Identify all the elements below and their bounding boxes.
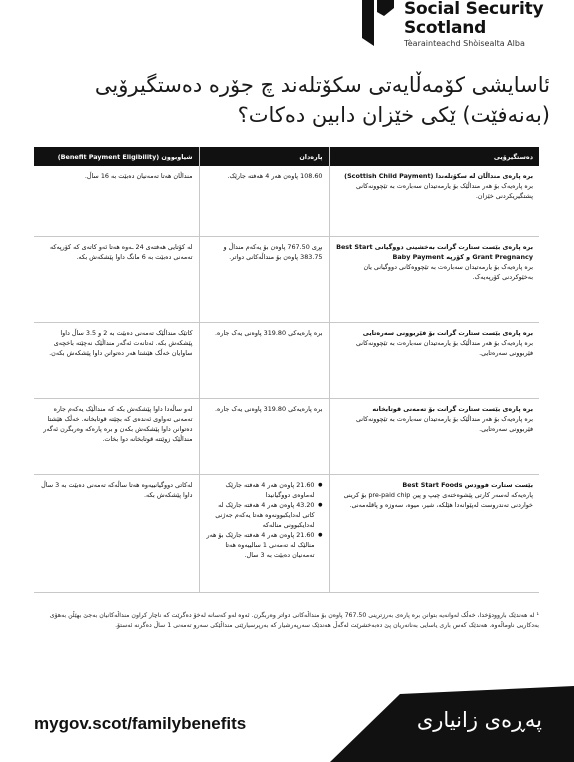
amount-cell: برە پارەیەکی 319.80 پاوەنی یەک جارە. [199,322,329,398]
table-row [34,166,539,236]
eligibility-cell: لەکاتی دووگیانییەوە هەتا ساڵەکە تەمەنی دەبێت بە 3 ساڵ داوا پێشکەش بکە. [34,474,199,592]
logo-line-2: Scotland [404,18,487,38]
table-row [34,398,539,474]
benefit-cell [329,166,539,236]
eligibility-cell: لە کۆتایی هەفتەی 24 ـەوە هەتا ئەو کاتەی کە کۆرپەکە تەمەنی دەبێت بە 6 مانگ داوا پێشکەش بکە. [34,236,199,322]
benefit-title: برە پارەی بێست ستارت گرانت بەخشینی دووگیانی Best Start Grant Pregnancy و کۆرپە Baby Payment [336,242,533,261]
table-row [34,236,539,322]
benefit-cell [329,398,539,474]
table-row [34,322,539,398]
social-security-scotland-logo-icon [360,0,396,46]
footer-url-link[interactable]: mygov.scot/familybenefits [34,714,247,733]
benefit-cell [329,236,539,322]
eligibility-cell: منداڵان هەتا تەمەنیان دەبێت بە 16 ساڵ. [34,166,199,236]
amount-item: ● 43.20 پاوەن هەر 4 هەفتە جارێک لە کاتی لەدایکبوونەوە هەتا یەکەم جەژنی لەدایکبوونی منالەکە [206,500,323,530]
benefit-cell [329,322,539,398]
benefit-description: برە پارەیەک بۆ یارمەتیدان سەبارەت بە تێچووەکانی دووگیانی یان بەخێوکردنی کۆرپەیەک. [363,262,533,281]
header-benefit: دەستگیرۆیی [329,147,539,166]
amount-item: ● 21.60 پاوەن هەر 4 هەفتە جارێک لەماوەی دووگیانیدا [206,480,323,500]
amount-item: ● 21.60 پاوەن هەر 4 هەفتە جارێک بۆ هەر منالێک لە تەمەنی 1 سالییەوە هەتا تەمەنیان دەبێت بە 3 سال. [206,530,323,560]
benefit-title: بێست ستارت فوودس Best Start Foods [402,480,533,489]
benefit-description: پارەیەکە لەسەر کارتی پێشوەختەی چیپ و پین pre-paid chip بۆ کرینی خواردنی تەندروست لەپێوانەدا هێلکە، شیر، میوە، سەوزە و پاقلەمەنی. [343,490,533,509]
logo-wordmark [404,0,543,49]
benefit-title: برە پارەی بێست ستارت گرانت بۆ فێربوونی سەرەتایی [362,328,533,337]
eligibility-cell: کاتێک منداڵێک تەمەنی دەبێت بە 2 و 3.5 ساڵ داوا پێشکەش بکە. ئەتانەت ئەگەر منداڵێک نەچێتە باخچەی ساوایان خەڵک هێشتا هەر دەتوانن داوا پێشکەش بکەن. [34,322,199,398]
header-eligibility: شیاوبوون (Benefit Payment Eligibility) [34,147,199,166]
header-amount: پارەدان [199,147,329,166]
amount-cell: 108.60 پاوەن هەر 4 هەفتە جارێک. [199,166,329,236]
logo-line-1: Social Security [404,0,544,19]
amount-cell: بڕی 767.50 پاوەن بۆ یەکەم منداڵ و 383.75 پاوەن بۆ منداڵەکانی دواتر. [199,236,329,322]
more-info-heading: پەڕەی زانیاری [416,708,542,732]
logo-line-3: Tèarainteachd Shòisealta Alba [404,39,525,48]
table-row [34,474,539,592]
benefit-description: برە پارەیەک بۆ هەر منداڵێک بۆ یارمەتیدان سەبارەت بە تێچوونەکانی پشتگیریکردنی خێزان. [355,182,533,200]
benefit-description: برە پارەیەک بۆ هەر منداڵێک بۆ یارمەتیدان سەبارەت بە تێچوونەکانی فێربوونی سەرەتایی. [355,414,533,433]
benefit-title: برە پارەی منداڵان لە سکۆتلەندا (Scottish Child Payment) [344,172,533,180]
benefit-description: برە پارەیەک بۆ هەر منداڵێک بۆ یارمەتیدان سەبارەت بە تێچوونەکانی فێربوونی سەرەتایی. [355,338,533,357]
amount-cell [199,474,329,592]
amount-cell: برە پارەیەکی 319.80 پاوەنی یەک جارە. [199,398,329,474]
benefit-title: برە پارەی بێست ستارت گرانت بۆ تەمەنی قوتابخانە [372,404,533,413]
table-header-row [34,147,539,166]
eligibility-cell: لەو ساڵەدا داوا پێشکەش بکە کە منداڵێک یەکەم جارە تەمەنی تەواوی ئەندەی کە بچێتە قوتابخانە. خەڵک هێشتا دەتوانن داوا پێشکەش بکەن و برە پارەکە وەربگرن ئەگەر منداڵێک زوێتتە قوتابخانە دوا بخات. [34,398,199,474]
footnote: ¹ لە هەندێک باروودۆخدا، خەڵک لەوانەیە بتوانن برە پارەی بەرزترینی 767.50 پاوەن بۆ منداڵەکانی دواتر وەربگرن. ئەوە لەو کەسانە لەخۆ دەگرێت کە ناچار کراون منداڵەکانیان بەجێ بهێڵن بەهۆی بەدکاریی ناوماڵەوە. هەندێک کەس باری یاسایی بەنانەریان پێ دەبەخشرێت لەگەڵ هەندێک سەرپەرشیار کە بەرپرسیارێتی منداڵێکی سەرو تەمەنی 1 ساڵ دەگرنە ئەستۆ. [49,612,539,629]
benefit-cell [329,474,539,592]
benefits-table [34,147,539,593]
page-title: ئاسایشی کۆمەڵایەتی سکۆتلەند چ جۆرە دەستگیرۆیی (بەنەفێت) ێکی خێزان دابین دەکات؟ [94,73,550,127]
amount-list [206,480,323,560]
